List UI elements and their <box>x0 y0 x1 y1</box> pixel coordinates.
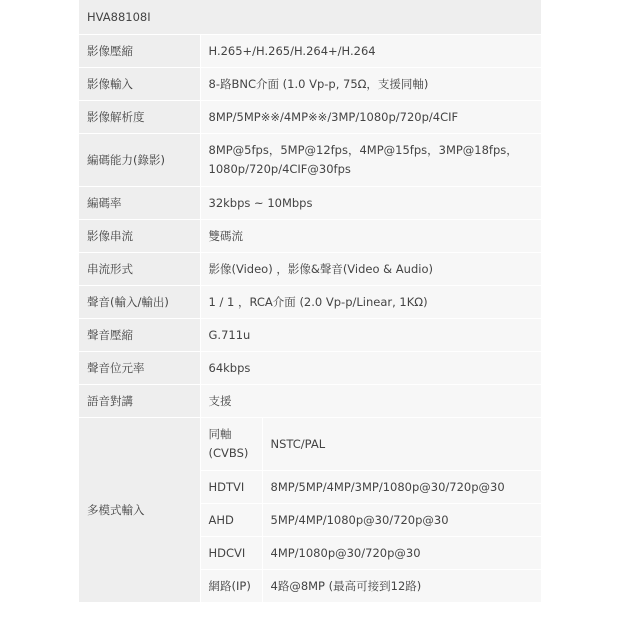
spec-label: 聲音位元率 <box>79 352 200 385</box>
multi-mode-row <box>79 418 541 471</box>
spec-row <box>79 352 541 385</box>
spec-value: 32kbps ~ 10Mbps <box>200 187 541 220</box>
spec-value: 64kbps <box>200 352 541 385</box>
mode-label: AHD <box>200 504 262 537</box>
spec-row <box>79 68 541 101</box>
model-name: HVA88108I <box>79 0 541 35</box>
spec-value-line: 1080p/720p/4CIF@30fps <box>208 162 351 176</box>
mode-label <box>200 418 262 471</box>
spec-label: 影像輸入 <box>79 68 200 101</box>
spec-label: 編碼率 <box>79 187 200 220</box>
mode-value: 5MP/4MP/1080p@30/720p@30 <box>262 504 541 537</box>
spec-table <box>79 0 542 603</box>
spec-label: 串流形式 <box>79 253 200 286</box>
spec-label: 影像壓縮 <box>79 35 200 68</box>
mode-value: 4MP/1080p@30/720p@30 <box>262 537 541 570</box>
mode-label: HDTVI <box>200 471 262 504</box>
model-row <box>79 0 541 35</box>
spec-value: 雙碼流 <box>200 220 541 253</box>
spec-value: 支援 <box>200 385 541 418</box>
spec-sheet <box>79 0 541 603</box>
spec-value: 8MP/5MP※※/4MP※※/3MP/1080p/720p/4CIF <box>200 101 541 134</box>
spec-value: 8-路BNC介面 (1.0 Vp-p, 75Ω，支援同軸) <box>200 68 541 101</box>
spec-label: 影像串流 <box>79 220 200 253</box>
spec-row <box>79 35 541 68</box>
mode-label: HDCVI <box>200 537 262 570</box>
mode-value: 8MP/5MP/4MP/3MP/1080p@30/720p@30 <box>262 471 541 504</box>
spec-label: 編碼能力(錄影) <box>79 134 200 187</box>
mode-label-line: (CVBS) <box>208 446 249 460</box>
spec-label: 聲音(輸入/輸出) <box>79 286 200 319</box>
spec-value <box>200 134 541 187</box>
spec-row <box>79 286 541 319</box>
spec-label: 聲音壓縮 <box>79 319 200 352</box>
multi-mode-label: 多模式輸入 <box>79 418 200 603</box>
spec-row <box>79 187 541 220</box>
spec-row <box>79 385 541 418</box>
spec-label: 語音對講 <box>79 385 200 418</box>
spec-row <box>79 220 541 253</box>
spec-row <box>79 101 541 134</box>
mode-label: 網路(IP) <box>200 570 262 603</box>
spec-value: H.265+/H.265/H.264+/H.264 <box>200 35 541 68</box>
spec-value: 影像(Video) ，影像&聲音(Video & Audio) <box>200 253 541 286</box>
spec-row <box>79 253 541 286</box>
spec-value: G.711u <box>200 319 541 352</box>
spec-row <box>79 134 541 187</box>
spec-label: 影像解析度 <box>79 101 200 134</box>
mode-value: NSTC/PAL <box>262 418 541 471</box>
spec-value-line: 8MP@5fps，5MP@12fps，4MP@15fps，3MP@18fps， <box>208 143 518 157</box>
spec-row <box>79 319 541 352</box>
mode-label-line: 同軸 <box>208 427 232 441</box>
mode-value: 4路@8MP (最高可接到12路) <box>262 570 541 603</box>
spec-value: 1 / 1 ，RCA介面 (2.0 Vp-p/Linear, 1KΩ) <box>200 286 541 319</box>
